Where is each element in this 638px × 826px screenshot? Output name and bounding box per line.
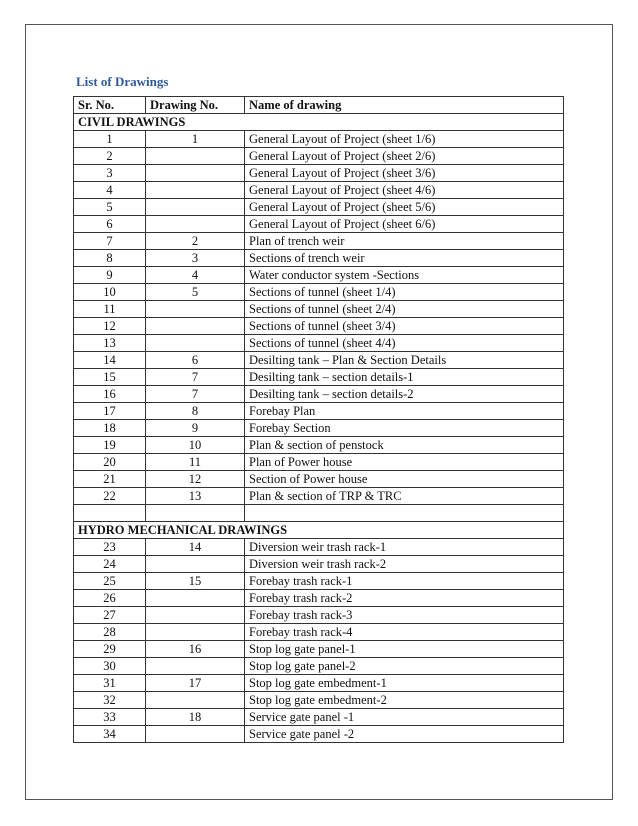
cell-drawing-no: 6 xyxy=(146,352,245,369)
cell-drawing-name: Forebay trash rack-3 xyxy=(245,607,564,624)
cell-drawing-no xyxy=(146,301,245,318)
cell-drawing-no xyxy=(146,692,245,709)
cell-drawing-name: General Layout of Project (sheet 3/6) xyxy=(245,165,564,182)
cell-sr-no: 9 xyxy=(74,267,146,284)
table-row xyxy=(74,250,564,267)
cell-drawing-no: 7 xyxy=(146,369,245,386)
cell-drawing-name: Sections of tunnel (sheet 4/4) xyxy=(245,335,564,352)
table-row xyxy=(74,386,564,403)
cell-drawing-no: 14 xyxy=(146,539,245,556)
cell-drawing-no: 7 xyxy=(146,386,245,403)
cell-drawing-name: Service gate panel -2 xyxy=(245,726,564,743)
section-header-row xyxy=(74,114,564,131)
cell-drawing-name: General Layout of Project (sheet 1/6) xyxy=(245,131,564,148)
drawings-table xyxy=(73,96,564,743)
cell-sr-no: 10 xyxy=(74,284,146,301)
cell-drawing-name: Plan of Power house xyxy=(245,454,564,471)
header-sr-no: Sr. No. xyxy=(74,97,146,114)
cell-drawing-no: 13 xyxy=(146,488,245,505)
cell-drawing-no xyxy=(146,199,245,216)
cell-drawing-name: Desilting tank – Plan & Section Details xyxy=(245,352,564,369)
table-row xyxy=(74,148,564,165)
cell-sr-no: 27 xyxy=(74,607,146,624)
table-row xyxy=(74,692,564,709)
cell-drawing-name: Stop log gate embedment-2 xyxy=(245,692,564,709)
table-row xyxy=(74,420,564,437)
cell-sr-no: 32 xyxy=(74,692,146,709)
table-row xyxy=(74,624,564,641)
cell-drawing-name: General Layout of Project (sheet 5/6) xyxy=(245,199,564,216)
cell-sr-no: 3 xyxy=(74,165,146,182)
cell-drawing-no xyxy=(146,624,245,641)
table-row xyxy=(74,233,564,250)
cell-drawing-name: Forebay Plan xyxy=(245,403,564,420)
table-row xyxy=(74,352,564,369)
cell-sr-no: 15 xyxy=(74,369,146,386)
cell-drawing-no: 1 xyxy=(146,131,245,148)
cell-drawing-name: Stop log gate panel-1 xyxy=(245,641,564,658)
cell-drawing-name: Plan & section of penstock xyxy=(245,437,564,454)
cell-sr-no: 20 xyxy=(74,454,146,471)
table-row xyxy=(74,488,564,505)
cell-sr-no: 31 xyxy=(74,675,146,692)
table-row xyxy=(74,658,564,675)
cell-drawing-no xyxy=(146,505,245,522)
cell-drawing-no xyxy=(146,165,245,182)
cell-drawing-name: General Layout of Project (sheet 4/6) xyxy=(245,182,564,199)
cell-drawing-no: 5 xyxy=(146,284,245,301)
table-row xyxy=(74,471,564,488)
cell-drawing-no: 12 xyxy=(146,471,245,488)
table-row xyxy=(74,454,564,471)
cell-drawing-no: 15 xyxy=(146,573,245,590)
cell-sr-no: 34 xyxy=(74,726,146,743)
cell-drawing-name: General Layout of Project (sheet 6/6) xyxy=(245,216,564,233)
cell-drawing-name: Sections of tunnel (sheet 3/4) xyxy=(245,318,564,335)
section-title: HYDRO MECHANICAL DRAWINGS xyxy=(74,522,564,539)
cell-drawing-no: 9 xyxy=(146,420,245,437)
table-row xyxy=(74,369,564,386)
cell-sr-no: 1 xyxy=(74,131,146,148)
cell-sr-no: 21 xyxy=(74,471,146,488)
table-row xyxy=(74,607,564,624)
cell-drawing-name: Section of Power house xyxy=(245,471,564,488)
cell-drawing-no xyxy=(146,590,245,607)
cell-drawing-name: General Layout of Project (sheet 2/6) xyxy=(245,148,564,165)
cell-sr-no: 2 xyxy=(74,148,146,165)
table-row xyxy=(74,165,564,182)
cell-drawing-no: 3 xyxy=(146,250,245,267)
cell-drawing-no xyxy=(146,726,245,743)
cell-sr-no: 6 xyxy=(74,216,146,233)
cell-sr-no: 18 xyxy=(74,420,146,437)
table-row xyxy=(74,437,564,454)
cell-drawing-name: Sections of tunnel (sheet 1/4) xyxy=(245,284,564,301)
table-row xyxy=(74,556,564,573)
cell-drawing-name: Diversion weir trash rack-2 xyxy=(245,556,564,573)
cell-drawing-name: Plan of trench weir xyxy=(245,233,564,250)
table-row xyxy=(74,539,564,556)
cell-drawing-no: 4 xyxy=(146,267,245,284)
table-body xyxy=(74,114,564,743)
cell-drawing-name: Forebay trash rack-2 xyxy=(245,590,564,607)
cell-drawing-no xyxy=(146,216,245,233)
cell-sr-no: 11 xyxy=(74,301,146,318)
table-row xyxy=(74,675,564,692)
table-row xyxy=(74,284,564,301)
cell-drawing-name: Stop log gate embedment-1 xyxy=(245,675,564,692)
cell-drawing-name: Stop log gate panel-2 xyxy=(245,658,564,675)
table-row xyxy=(74,131,564,148)
cell-drawing-no xyxy=(146,335,245,352)
cell-drawing-no: 11 xyxy=(146,454,245,471)
cell-sr-no: 16 xyxy=(74,386,146,403)
cell-sr-no xyxy=(74,505,146,522)
cell-sr-no: 17 xyxy=(74,403,146,420)
cell-drawing-no: 2 xyxy=(146,233,245,250)
header-drawing-no: Drawing No. xyxy=(146,97,245,114)
cell-drawing-name: Sections of tunnel (sheet 2/4) xyxy=(245,301,564,318)
cell-sr-no: 8 xyxy=(74,250,146,267)
cell-sr-no: 14 xyxy=(74,352,146,369)
cell-drawing-name: Plan & section of TRP & TRC xyxy=(245,488,564,505)
table-row xyxy=(74,301,564,318)
cell-sr-no: 4 xyxy=(74,182,146,199)
table-row xyxy=(74,641,564,658)
table-row xyxy=(74,573,564,590)
cell-drawing-name: Sections of trench weir xyxy=(245,250,564,267)
cell-drawing-no xyxy=(146,607,245,624)
table-row xyxy=(74,709,564,726)
cell-drawing-name: Desilting tank – section details-2 xyxy=(245,386,564,403)
cell-sr-no: 28 xyxy=(74,624,146,641)
cell-sr-no: 30 xyxy=(74,658,146,675)
table-row xyxy=(74,318,564,335)
cell-sr-no: 5 xyxy=(74,199,146,216)
cell-sr-no: 7 xyxy=(74,233,146,250)
cell-sr-no: 12 xyxy=(74,318,146,335)
cell-drawing-name: Forebay trash rack-4 xyxy=(245,624,564,641)
cell-drawing-name: Forebay Section xyxy=(245,420,564,437)
cell-sr-no: 22 xyxy=(74,488,146,505)
cell-sr-no: 33 xyxy=(74,709,146,726)
document-title: List of Drawings xyxy=(76,74,169,89)
table-row xyxy=(74,726,564,743)
cell-sr-no: 23 xyxy=(74,539,146,556)
section-title: CIVIL DRAWINGS xyxy=(74,114,564,131)
cell-sr-no: 24 xyxy=(74,556,146,573)
cell-sr-no: 26 xyxy=(74,590,146,607)
cell-sr-no: 19 xyxy=(74,437,146,454)
table-row xyxy=(74,267,564,284)
cell-sr-no: 25 xyxy=(74,573,146,590)
table-row xyxy=(74,199,564,216)
cell-drawing-no xyxy=(146,148,245,165)
cell-drawing-no xyxy=(146,182,245,199)
table-row xyxy=(74,335,564,352)
table-row xyxy=(74,590,564,607)
cell-drawing-no: 10 xyxy=(146,437,245,454)
table-header-row xyxy=(74,97,564,114)
cell-drawing-no: 18 xyxy=(146,709,245,726)
cell-sr-no: 13 xyxy=(74,335,146,352)
cell-sr-no: 29 xyxy=(74,641,146,658)
table-row xyxy=(74,505,564,522)
table-row xyxy=(74,403,564,420)
cell-drawing-name: Desilting tank – section details-1 xyxy=(245,369,564,386)
cell-drawing-name: Forebay trash rack-1 xyxy=(245,573,564,590)
header-drawing-name: Name of drawing xyxy=(245,97,564,114)
section-header-row xyxy=(74,522,564,539)
cell-drawing-no: 8 xyxy=(146,403,245,420)
cell-drawing-no xyxy=(146,556,245,573)
table-row xyxy=(74,182,564,199)
cell-drawing-name: Diversion weir trash rack-1 xyxy=(245,539,564,556)
cell-drawing-no: 17 xyxy=(146,675,245,692)
cell-drawing-name: Water conductor system -Sections xyxy=(245,267,564,284)
table-row xyxy=(74,216,564,233)
cell-drawing-no xyxy=(146,318,245,335)
cell-drawing-no xyxy=(146,658,245,675)
cell-drawing-no: 16 xyxy=(146,641,245,658)
cell-drawing-name xyxy=(245,505,564,522)
cell-drawing-name: Service gate panel -1 xyxy=(245,709,564,726)
